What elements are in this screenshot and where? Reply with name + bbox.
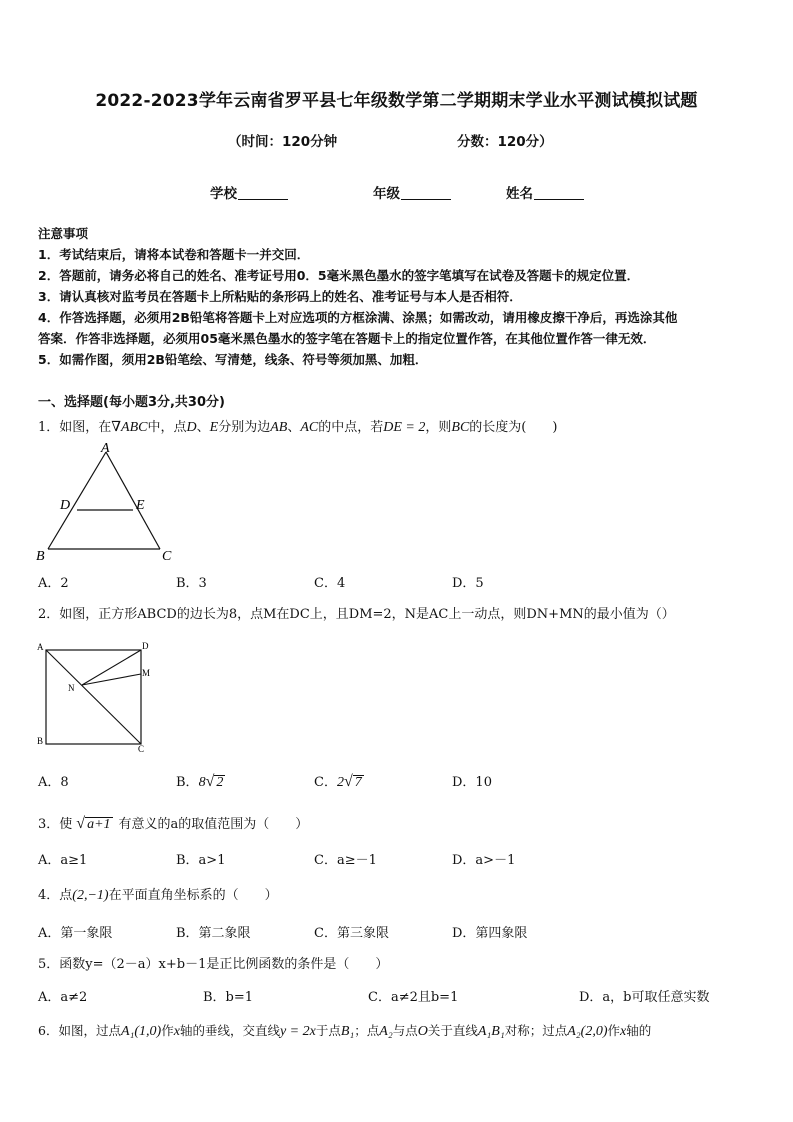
q4-text: 在平面直角坐标系的（ ） [108,888,278,903]
notice-item: 2．答题前，请务必将自己的姓名、准考证号用0．5毫米黑色墨水的签字笔填写在试卷及答题卡的规定位置． [38,268,640,283]
name-blank [534,186,584,200]
q5-option-c: C．a≠2且b=1 [368,990,459,1005]
q4-text: 4．点 [38,888,73,903]
coefficient: 2 [336,775,344,790]
section-heading: 一、选择题(每小题3分,共30分) [38,395,225,410]
q1-text: 、 [287,420,301,435]
option-letter: C． [314,775,337,790]
q4-option-c: C．第三象限 [314,926,389,941]
q3-text: 3．使 [38,817,73,832]
exam-time: （时间：120分钟 [228,134,338,150]
exam-score: 分数：120分） [457,134,553,150]
q1-side-ac: AC [300,420,319,435]
q6-line-a1b1: A₁B₁ [477,1024,505,1039]
question-5: 5．函数y=（2－a）x+b－1是正比例函数的条件是（ ） [38,957,389,972]
q3-option-b: B．a>1 [176,853,226,868]
grade-blank [401,186,451,200]
q1-option-d: D．5 [452,576,484,591]
sqrt-sign: √ [343,773,353,790]
question-6 [38,1021,651,1040]
q6-x: x [173,1024,180,1039]
q1-text: 中，点 [147,420,187,435]
q6-x: x [620,1024,627,1039]
q4-option-b: B．第二象限 [176,926,251,941]
option-letter: B． [176,775,199,790]
q3-option-c: C．a≥－1 [314,853,377,868]
q2-option-d: D．10 [452,775,492,790]
q6-text: 轴的 [626,1023,652,1038]
q2-option-b [176,771,225,791]
notice-item: 答案．作答非选择题，必须用05毫米黑色墨水的签字笔在答题卡上的指定位置作答，在其他位置作答一律无效． [38,331,656,346]
q6-point-a2: A₂ [379,1024,393,1039]
q6-text: 作 [607,1023,620,1038]
name-label: 姓名 [506,186,533,202]
q2-square-figure [34,638,164,756]
q1-point-e: E [209,420,219,435]
sqrt-sign: √ [76,815,86,832]
fig-label-c: C [162,549,172,564]
q1-side-bc: BC [451,420,470,435]
fig-label-m: M [142,668,151,678]
q6-text: 与点 [392,1023,418,1038]
q1-triangle: ∇ABC [111,420,148,435]
question-1 [38,416,557,436]
q1-text: ，则 [425,420,452,435]
q4-option-a: A．第一象限 [38,926,113,941]
q1-side-ab: AB [270,420,288,435]
school-field [210,182,288,202]
fig-label-d: D [142,641,149,651]
fig-label-d: D [60,498,71,513]
fig-label-b: B [36,549,45,564]
q6-point-a2-coord: A₂(2,0) [567,1024,608,1039]
q5-option-d: D．a，b可取任意实数 [579,990,710,1005]
radicand: 7 [354,775,362,790]
q1-text: 分别为边 [218,420,271,435]
page-title: 2022-2023学年云南省罗平县七年级数学第二学期期末学业水平测试模拟试题 [95,91,698,111]
q3-text: 有意义的a的取值范围为（ ） [118,817,309,832]
question-2: 2．如图，正方形ABCD的边长为8，点M在DC上，且DM=2，N是AC上一动点，则DN+MN的最小值为（） [38,607,675,622]
name-field [506,182,584,202]
q5-option-b: B．b=1 [203,990,254,1005]
fig-label-a: A [101,441,110,456]
q3-option-a: A．a≥1 [38,853,88,868]
coefficient: 8 [198,775,206,790]
q4-option-d: D．第四象限 [452,926,528,941]
q1-text: 的中点，若 [318,420,384,435]
q6-point-a1: A₁(1,0) [120,1024,162,1039]
q6-text: 关于直线 [427,1023,478,1038]
q6-point-o: O [417,1024,428,1039]
q1-point-d: D [186,420,197,435]
fig-label-n: N [68,683,75,693]
notice-item: 4．作答选择题，必须用2B铅笔将答题卡上对应选项的方框涂满、涂黑；如需改动，请用橡皮擦干净后，再选涂其他 [38,310,678,325]
q6-text: 作 [161,1023,174,1038]
q6-text: 对称；过点 [504,1023,568,1038]
fig-label-a: A [37,642,44,652]
q6-line: y = 2x [279,1024,316,1039]
q2-option-c [314,771,364,791]
q1-option-a: A．2 [38,576,69,591]
q1-text: 1．如图，在 [38,420,112,435]
school-blank [238,186,288,200]
question-4 [38,884,278,904]
radicand: 2 [216,775,224,790]
q1-text: 的长度为( ) [469,420,558,435]
q1-option-b: B．3 [176,576,207,591]
q3-option-d: D．a>－1 [452,853,516,868]
q1-option-c: C．4 [314,576,346,591]
grade-label: 年级 [373,186,400,202]
q1-de-value: DE = 2 [383,420,426,435]
school-label: 学校 [210,186,237,202]
q6-text: 于点 [315,1023,341,1038]
grade-field [373,182,451,202]
fig-label-c: C [138,744,145,754]
question-3 [38,813,308,833]
q6-text: 6．如图，过点 [38,1023,121,1038]
sqrt-sign: √ [205,773,215,790]
q1-triangle-figure [30,438,180,568]
q5-option-a: A．a≠2 [38,990,88,1005]
notice-item: 3．请认真核对监考员在答题卡上所粘贴的条形码上的姓名、准考证号与本人是否相符． [38,289,522,304]
notice-item: 5．如需作图，须用2B铅笔绘、写清楚，线条、符号等须加黑、加粗． [38,352,428,367]
q6-point-b1: B₁ [340,1024,355,1039]
fig-label-b: B [37,736,44,746]
q4-point: (2,−1) [72,888,109,903]
q2-option-a: A．8 [38,775,69,790]
notice-heading: 注意事项 [38,226,89,241]
q6-text: 轴的垂线，交直线 [179,1023,280,1038]
q3-radicand: a+1 [87,817,111,832]
fig-label-e: E [136,498,145,513]
notice-item: 1．考试结束后，请将本试卷和答题卡一并交回． [38,247,310,262]
q1-text: 、 [196,420,210,435]
q6-text: ；点 [354,1023,380,1038]
